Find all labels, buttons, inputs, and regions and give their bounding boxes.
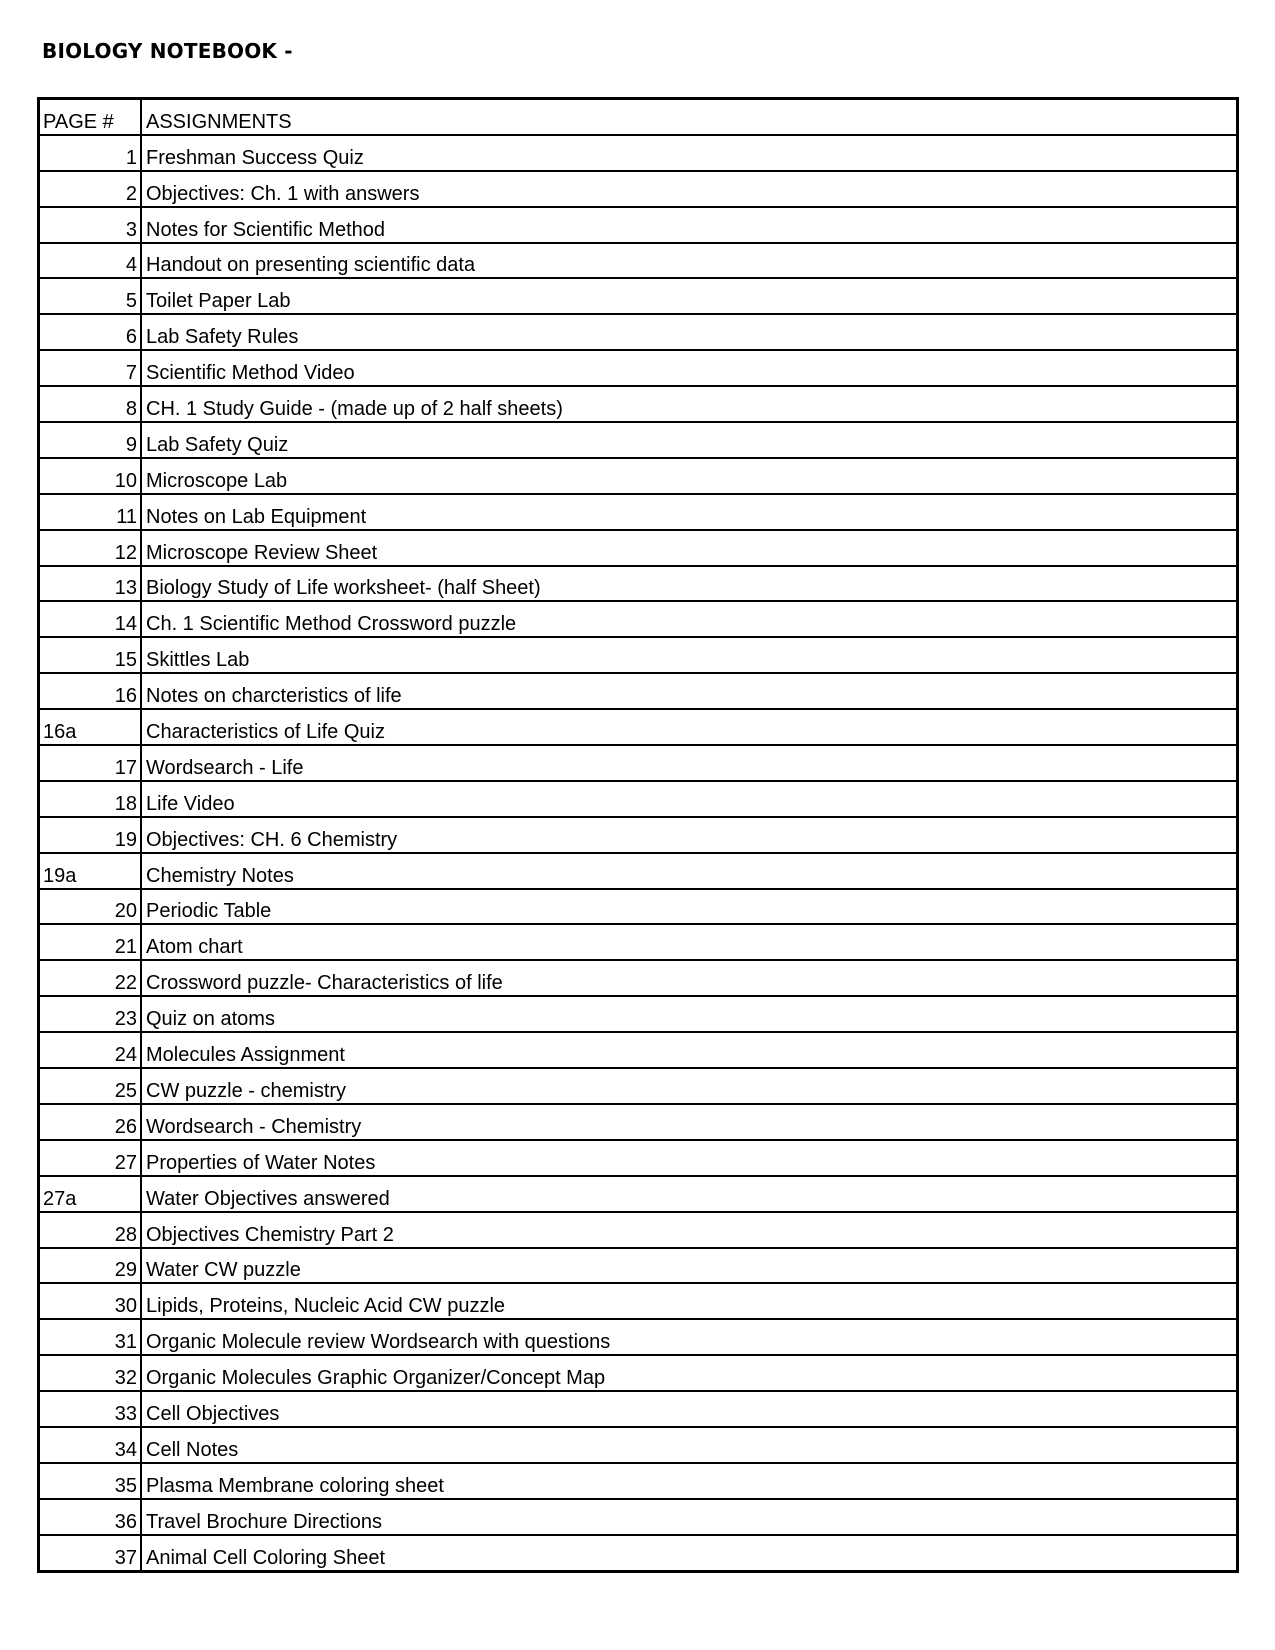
assignment-text: Skittles Lab — [146, 649, 250, 672]
page-number: 21 — [114, 936, 137, 959]
table-row — [40, 1068, 1236, 1104]
page-number: 15 — [114, 649, 137, 672]
page-number: 11 — [116, 505, 137, 528]
page-number-cell — [40, 924, 141, 960]
assignment-cell — [141, 960, 1236, 996]
assignment-sheet — [37, 97, 1239, 1573]
page-title: BIOLOGY NOTEBOOK - — [42, 39, 293, 63]
assignment-text: Life Video — [146, 792, 235, 815]
table-row — [40, 924, 1236, 960]
assignment-text: Objectives: CH. 6 Chemistry — [146, 828, 398, 851]
assignment-cell — [141, 1212, 1236, 1248]
assignment-text: Water Objectives answered — [146, 1187, 390, 1210]
page-number: 20 — [114, 900, 137, 923]
table-header-row — [40, 100, 1236, 135]
assignment-cell — [141, 1104, 1236, 1140]
table-row — [40, 386, 1236, 422]
page-number: 10 — [114, 469, 137, 492]
page-number-cell — [40, 1032, 141, 1068]
page-number-cell — [40, 1212, 141, 1248]
page-number-cell — [40, 673, 141, 709]
table-row — [40, 1463, 1236, 1499]
assignment-cell — [141, 1068, 1236, 1104]
table-row — [40, 1283, 1236, 1319]
table-row — [40, 207, 1236, 243]
table-row — [40, 458, 1236, 494]
table-row — [40, 1319, 1236, 1355]
page-number: 7 — [125, 362, 137, 385]
assignment-cell — [141, 709, 1236, 745]
page-number: 19 — [114, 828, 137, 851]
page-number: 35 — [114, 1474, 137, 1497]
page-number: 5 — [125, 290, 137, 313]
page-number-cell — [40, 1463, 141, 1499]
table-row — [40, 278, 1236, 314]
page-number: 34 — [114, 1438, 137, 1461]
table-row — [40, 1391, 1236, 1427]
page-number-cell — [40, 1427, 141, 1463]
assignment-text: Biology Study of Life worksheet- (half Sheet) — [146, 577, 541, 600]
assignment-text: Organic Molecules Graphic Organizer/Concept Map — [146, 1367, 606, 1390]
assignment-cell — [141, 817, 1236, 853]
assignment-table-body — [40, 100, 1236, 1570]
assignment-cell — [141, 1427, 1236, 1463]
page-number: 4 — [125, 254, 137, 277]
page-number: 33 — [114, 1402, 137, 1425]
table-row — [40, 817, 1236, 853]
assignment-text: Water CW puzzle — [146, 1259, 301, 1282]
assignment-text: Objectives Chemistry Part 2 — [146, 1223, 394, 1246]
table-row — [40, 1427, 1236, 1463]
page-number-cell — [40, 709, 141, 745]
page-number: 32 — [114, 1367, 137, 1390]
page-number: 2 — [125, 182, 137, 205]
page-number-cell — [40, 530, 141, 566]
assignment-text: CW puzzle - chemistry — [146, 1079, 347, 1102]
table-row — [40, 960, 1236, 996]
page-number: 25 — [114, 1079, 137, 1102]
assignment-text: Ch. 1 Scientific Method Crossword puzzle — [146, 613, 517, 636]
page-number: 18 — [114, 792, 137, 815]
page-number-cell — [40, 1535, 141, 1570]
assignment-cell — [141, 458, 1236, 494]
assignment-text: Freshman Success Quiz — [146, 146, 364, 169]
assignment-text: Cell Objectives — [146, 1402, 280, 1425]
page-number-cell — [40, 853, 141, 889]
page-number: 27 — [114, 1151, 137, 1174]
assignment-cell — [141, 1032, 1236, 1068]
page-number-cell — [40, 781, 141, 817]
assignment-text: Lipids, Proteins, Nucleic Acid CW puzzle — [146, 1295, 506, 1318]
page-number: 22 — [114, 972, 137, 995]
page-number: 36 — [114, 1510, 137, 1533]
assignment-text: Lab Safety Quiz — [146, 433, 289, 456]
page-number-cell — [40, 494, 141, 530]
page-number-cell — [40, 135, 141, 171]
assignment-text: Objectives: Ch. 1 with answers — [146, 182, 420, 205]
page-number: 6 — [125, 326, 137, 349]
assignment-cell — [141, 1355, 1236, 1391]
table-row — [40, 1176, 1236, 1212]
page-number: 14 — [114, 613, 137, 636]
table-row — [40, 1355, 1236, 1391]
page-number: 8 — [125, 398, 137, 421]
assignment-cell — [141, 350, 1236, 386]
assignment-text: Scientific Method Video — [146, 362, 355, 385]
assignment-cell — [141, 386, 1236, 422]
assignment-cell — [141, 566, 1236, 602]
page-number: 9 — [125, 433, 137, 456]
table-row — [40, 494, 1236, 530]
assignment-text: Characteristics of Life Quiz — [146, 721, 385, 744]
assignment-cell — [141, 530, 1236, 566]
page-number-cell — [40, 458, 141, 494]
assignment-cell — [141, 1283, 1236, 1319]
assignment-text: Plasma Membrane coloring sheet — [146, 1474, 444, 1497]
table-row — [40, 1499, 1236, 1535]
page-number-cell — [40, 601, 141, 637]
page-number-cell — [40, 314, 141, 350]
table-row — [40, 1535, 1236, 1570]
table-row — [40, 745, 1236, 781]
page-number: 1 — [125, 146, 137, 169]
page-number: 29 — [114, 1259, 137, 1282]
table-row — [40, 422, 1236, 458]
assignment-cell — [141, 135, 1236, 171]
page-number: 13 — [114, 577, 137, 600]
assignment-cell — [141, 924, 1236, 960]
table-row — [40, 135, 1236, 171]
table-row — [40, 781, 1236, 817]
table-row — [40, 530, 1236, 566]
page-column-header-label: PAGE # — [43, 110, 114, 133]
table-row — [40, 314, 1236, 350]
page-number-cell — [40, 637, 141, 673]
assignment-text: Periodic Table — [146, 900, 272, 923]
assignment-cell — [141, 494, 1236, 530]
assignment-cell — [141, 278, 1236, 314]
table-row — [40, 1140, 1236, 1176]
assignment-cell — [141, 1176, 1236, 1212]
assignment-text: Microscope Lab — [146, 469, 288, 492]
assignment-text: Notes on Lab Equipment — [146, 505, 367, 528]
table-row — [40, 673, 1236, 709]
assignment-text: Notes for Scientific Method — [146, 218, 385, 241]
assignment-text: Travel Brochure Directions — [146, 1510, 383, 1533]
table-row — [40, 1032, 1236, 1068]
assignment-cell — [141, 314, 1236, 350]
page-column-header — [40, 100, 141, 135]
assignment-text: Wordsearch - Chemistry — [146, 1115, 362, 1138]
table-row — [40, 996, 1236, 1032]
page-number-cell — [40, 350, 141, 386]
assignment-text: Animal Cell Coloring Sheet — [146, 1546, 386, 1569]
assignment-cell — [141, 1319, 1236, 1355]
assignment-cell — [141, 422, 1236, 458]
assignment-text: Crossword puzzle- Characteristics of life — [146, 972, 503, 995]
page-number: 37 — [114, 1546, 137, 1569]
table-row — [40, 171, 1236, 207]
page-number-cell — [40, 745, 141, 781]
page-number-cell — [40, 996, 141, 1032]
page-number: 23 — [114, 1008, 137, 1031]
assignment-cell — [141, 673, 1236, 709]
assignment-column-header-label: ASSIGNMENTS — [146, 110, 292, 133]
page-number-cell — [40, 278, 141, 314]
assignment-table — [40, 100, 1236, 1570]
assignment-cell — [141, 243, 1236, 279]
page-number-cell — [40, 889, 141, 925]
assignment-column-header — [141, 100, 1236, 135]
assignment-cell — [141, 745, 1236, 781]
assignment-text: CH. 1 Study Guide - (made up of 2 half sheets) — [146, 398, 563, 421]
page-number-cell — [40, 566, 141, 602]
assignment-cell — [141, 781, 1236, 817]
assignment-cell — [141, 171, 1236, 207]
page-number: 3 — [125, 218, 137, 241]
table-row — [40, 637, 1236, 673]
assignment-text: Toilet Paper Lab — [146, 290, 291, 313]
page-number-cell — [40, 1355, 141, 1391]
page-number-cell — [40, 1391, 141, 1427]
assignment-text: Chemistry Notes — [146, 864, 294, 887]
page-number-cell — [40, 1248, 141, 1284]
assignment-cell — [141, 637, 1236, 673]
page-number: 19a — [43, 864, 77, 887]
page-number-cell — [40, 1104, 141, 1140]
table-row — [40, 566, 1236, 602]
assignment-text: Quiz on atoms — [146, 1008, 275, 1031]
assignment-text: Molecules Assignment — [146, 1044, 345, 1067]
assignment-cell — [141, 996, 1236, 1032]
page-number-cell — [40, 817, 141, 853]
page-number-cell — [40, 1176, 141, 1212]
assignment-text: Organic Molecule review Wordsearch with questions — [146, 1331, 611, 1354]
assignment-text: Lab Safety Rules — [146, 326, 299, 349]
page-number-cell — [40, 1140, 141, 1176]
page-number: 16 — [114, 685, 137, 708]
page-number: 24 — [114, 1044, 137, 1067]
page-number-cell — [40, 1283, 141, 1319]
table-row — [40, 601, 1236, 637]
page-number-cell — [40, 960, 141, 996]
page-number: 16a — [43, 721, 77, 744]
page-number-cell — [40, 386, 141, 422]
assignment-text: Wordsearch - Life — [146, 756, 304, 779]
assignment-cell — [141, 889, 1236, 925]
page-number-cell — [40, 1319, 141, 1355]
assignment-cell — [141, 1248, 1236, 1284]
table-row — [40, 1104, 1236, 1140]
page-number: 17 — [114, 756, 137, 779]
assignment-text: Notes on charcteristics of life — [146, 685, 402, 708]
table-row — [40, 1212, 1236, 1248]
assignment-text: Cell Notes — [146, 1438, 239, 1461]
table-row — [40, 350, 1236, 386]
page-number-cell — [40, 207, 141, 243]
page-number: 30 — [114, 1295, 137, 1318]
table-row — [40, 853, 1236, 889]
table-row — [40, 889, 1236, 925]
assignment-text: Atom chart — [146, 936, 243, 959]
table-row — [40, 1248, 1236, 1284]
assignment-cell — [141, 1499, 1236, 1535]
table-row — [40, 709, 1236, 745]
page-number-cell — [40, 1499, 141, 1535]
page-number-cell — [40, 171, 141, 207]
assignment-cell — [141, 1535, 1236, 1570]
assignment-cell — [141, 853, 1236, 889]
page-number: 31 — [114, 1331, 137, 1354]
assignment-text: Handout on presenting scientific data — [146, 254, 476, 277]
table-row — [40, 243, 1236, 279]
assignment-cell — [141, 1140, 1236, 1176]
assignment-cell — [141, 207, 1236, 243]
assignment-text: Properties of Water Notes — [146, 1151, 376, 1174]
page-number: 27a — [43, 1187, 77, 1210]
page-number: 12 — [114, 541, 137, 564]
assignment-cell — [141, 1391, 1236, 1427]
page-number-cell — [40, 1068, 141, 1104]
page-number: 28 — [114, 1223, 137, 1246]
assignment-text: Microscope Review Sheet — [146, 541, 378, 564]
page-number: 26 — [114, 1115, 137, 1138]
page-number-cell — [40, 422, 141, 458]
page-number-cell — [40, 243, 141, 279]
assignment-cell — [141, 1463, 1236, 1499]
assignment-cell — [141, 601, 1236, 637]
